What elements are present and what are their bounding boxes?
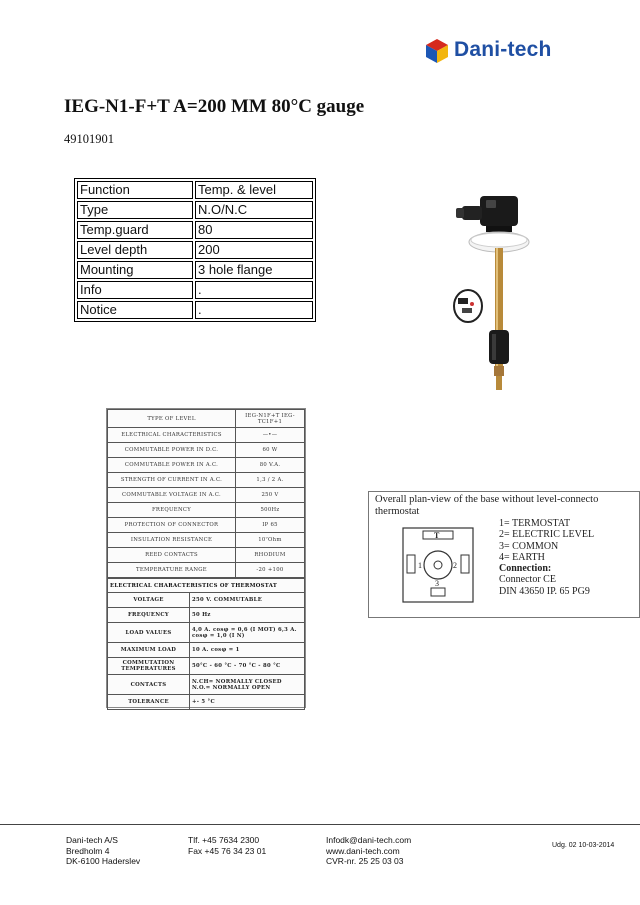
spec-value: . bbox=[195, 301, 313, 319]
pin-label: 1 bbox=[418, 561, 422, 570]
legend-item: 3= COMMON bbox=[499, 540, 559, 552]
footer-line: DK-6100 Haderslev bbox=[66, 856, 141, 866]
datasheet-label: FREQUENCY bbox=[108, 608, 190, 623]
brand-logo bbox=[426, 36, 586, 66]
footer-website-link[interactable]: www.dani-tech.com bbox=[326, 845, 400, 856]
datasheet-value: 10⁷Ohm bbox=[236, 533, 305, 548]
table-row bbox=[108, 623, 305, 643]
table-row bbox=[108, 410, 305, 428]
table-row bbox=[77, 301, 313, 319]
table-row bbox=[108, 473, 305, 488]
dani-tech-logo-icon bbox=[426, 39, 448, 63]
footer-phone bbox=[188, 835, 266, 856]
datasheet-label: TYPE OF LEVEL bbox=[108, 410, 236, 428]
datasheet-label: COMMUTATION TEMPERATURES bbox=[108, 658, 190, 675]
datasheet-label: CONTACTS bbox=[108, 675, 190, 695]
spec-table bbox=[74, 178, 316, 322]
datasheet-value: 500Hz bbox=[236, 503, 305, 518]
product-photo bbox=[436, 190, 546, 400]
datasheet-value: IEG-N1F+T IEG-TC1F+1 bbox=[236, 410, 305, 428]
footer-line: Bredholm 4 bbox=[66, 845, 110, 856]
pin-label: 2 bbox=[453, 561, 457, 570]
datasheet-value: RHODIUM bbox=[236, 548, 305, 563]
legend-item: 4= EARTH bbox=[499, 551, 545, 563]
connection-label: Connection: bbox=[499, 563, 552, 575]
datasheet-label: TOLERANCE bbox=[108, 695, 190, 710]
plan-view-legend bbox=[499, 518, 594, 597]
pin-label: 3 bbox=[435, 579, 439, 588]
datasheet-scan bbox=[106, 408, 306, 708]
table-row bbox=[108, 458, 305, 473]
datasheet-value: 50°C - 60 °C - 70 °C - 80 °C bbox=[190, 658, 305, 675]
table-row bbox=[108, 548, 305, 563]
spec-key: Function bbox=[77, 181, 193, 199]
table-row bbox=[108, 608, 305, 623]
spec-key: Type bbox=[77, 201, 193, 219]
footer-line: CVR-nr. 25 25 03 03 bbox=[326, 856, 404, 866]
table-row bbox=[77, 261, 313, 279]
footer-date: Udg. 02 10-03-2014 bbox=[552, 842, 615, 849]
table-row bbox=[77, 221, 313, 239]
datasheet-value: 250 V. COMMUTABLE bbox=[190, 593, 305, 608]
table-row bbox=[108, 593, 305, 608]
connection-line: DIN 43650 IP. 65 PG9 bbox=[499, 585, 590, 597]
datasheet-label: MAXIMUM LOAD bbox=[108, 643, 190, 658]
footer-line: Dani-tech A/S bbox=[66, 835, 118, 845]
datasheet-label: LOAD VALUES bbox=[108, 623, 190, 643]
spec-key: Notice bbox=[77, 301, 193, 319]
datasheet-label: STRENGTH OF CURRENT IN A.C. bbox=[108, 473, 236, 488]
table-row bbox=[108, 533, 305, 548]
spec-key: Temp.guard bbox=[77, 221, 193, 239]
datasheet-label: VOLTAGE bbox=[108, 593, 190, 608]
table-row bbox=[108, 695, 305, 710]
datasheet-value: +- 5 °C bbox=[190, 695, 305, 710]
spec-value: N.O/N.C bbox=[195, 201, 313, 219]
spec-value: . bbox=[195, 281, 313, 299]
datasheet-value: 80 V.A. bbox=[236, 458, 305, 473]
datasheet-value: 10 A. cosφ = 1 bbox=[190, 643, 305, 658]
table-row bbox=[108, 658, 305, 675]
table-row bbox=[108, 643, 305, 658]
datasheet-value: —•— bbox=[236, 428, 305, 443]
pin-label: T bbox=[434, 531, 440, 540]
footer-address bbox=[66, 835, 140, 867]
spec-key: Level depth bbox=[77, 241, 193, 259]
spec-value: 200 bbox=[195, 241, 313, 259]
table-row bbox=[108, 563, 305, 578]
table-row bbox=[108, 518, 305, 533]
product-code: 49101901 bbox=[64, 132, 114, 146]
connector-pin-diagram bbox=[401, 526, 475, 604]
brand-name: Dani-tech bbox=[454, 38, 552, 61]
table-row bbox=[77, 281, 313, 299]
spec-value: 80 bbox=[195, 221, 313, 239]
datasheet-value: 250 V bbox=[236, 488, 305, 503]
datasheet-thermo-header: ELECTRICAL CHARACTERISTICS OF THERMOSTAT bbox=[108, 579, 305, 593]
spec-key: Mounting bbox=[77, 261, 193, 279]
plan-view-diagram bbox=[368, 491, 640, 618]
datasheet-label: COMMUTABLE POWER IN A.C. bbox=[108, 458, 236, 473]
footer-line: Tlf. +45 7634 2300 bbox=[188, 835, 260, 845]
datasheet-label: INSULATION RESISTANCE bbox=[108, 533, 236, 548]
table-row bbox=[108, 579, 305, 593]
table-row bbox=[108, 675, 305, 695]
datasheet-value: 50 Hz bbox=[190, 608, 305, 623]
datasheet-label: COMMUTABLE POWER IN D.C. bbox=[108, 443, 236, 458]
legend-item: 2= ELECTRIC LEVEL bbox=[499, 529, 595, 541]
plan-view-title bbox=[375, 494, 598, 518]
connection-line: Connector CE bbox=[499, 574, 556, 586]
datasheet-value: -20 +100 bbox=[236, 563, 305, 578]
footer-email-link[interactable]: Infodk@dani-tech.com bbox=[326, 835, 412, 845]
datasheet-label: TEMPERATURE RANGE bbox=[108, 563, 236, 578]
datasheet-value: N.CH= NORMALLY CLOSED N.O.= NORMALLY OPEN bbox=[190, 675, 305, 695]
datasheet-label: REED CONTACTS bbox=[108, 548, 236, 563]
footer-line: Fax +45 76 34 23 01 bbox=[188, 845, 267, 856]
table-row bbox=[108, 443, 305, 458]
spec-key: Info bbox=[77, 281, 193, 299]
spec-value: 3 hole flange bbox=[195, 261, 313, 279]
datasheet-value: 4,0 A. cosφ = 0,6 (I MOT) 6,3 A. cosφ = 1,0 (I N) bbox=[190, 623, 305, 643]
legend-item: 1= TERMOSTAT bbox=[499, 518, 571, 529]
datasheet-value: IP 65 bbox=[236, 518, 305, 533]
table-row bbox=[108, 503, 305, 518]
table-row bbox=[77, 201, 313, 219]
datasheet-label: COMMUTABLE VOLTAGE IN A.C. bbox=[108, 488, 236, 503]
table-row bbox=[77, 241, 313, 259]
datasheet-value: 1,3 / 2 A. bbox=[236, 473, 305, 488]
footer-divider bbox=[0, 824, 640, 825]
table-row bbox=[108, 488, 305, 503]
table-row bbox=[108, 428, 305, 443]
datasheet-label: FREQUENCY bbox=[108, 503, 236, 518]
datasheet-label: PROTECTION OF CONNECTOR bbox=[108, 518, 236, 533]
plan-view-title-line: thermostat bbox=[375, 506, 420, 517]
datasheet-value: 60 W bbox=[236, 443, 305, 458]
footer-contact bbox=[326, 835, 411, 867]
plan-view-title-line: Overall plan-view of the base without level-connecto bbox=[375, 494, 599, 505]
page-title: IEG-N1-F+T A=200 MM 80°C gauge bbox=[64, 96, 365, 117]
table-row bbox=[77, 181, 313, 199]
spec-value: Temp. & level bbox=[195, 181, 313, 199]
datasheet-label: ELECTRICAL CHARACTERISTICS bbox=[108, 428, 236, 443]
